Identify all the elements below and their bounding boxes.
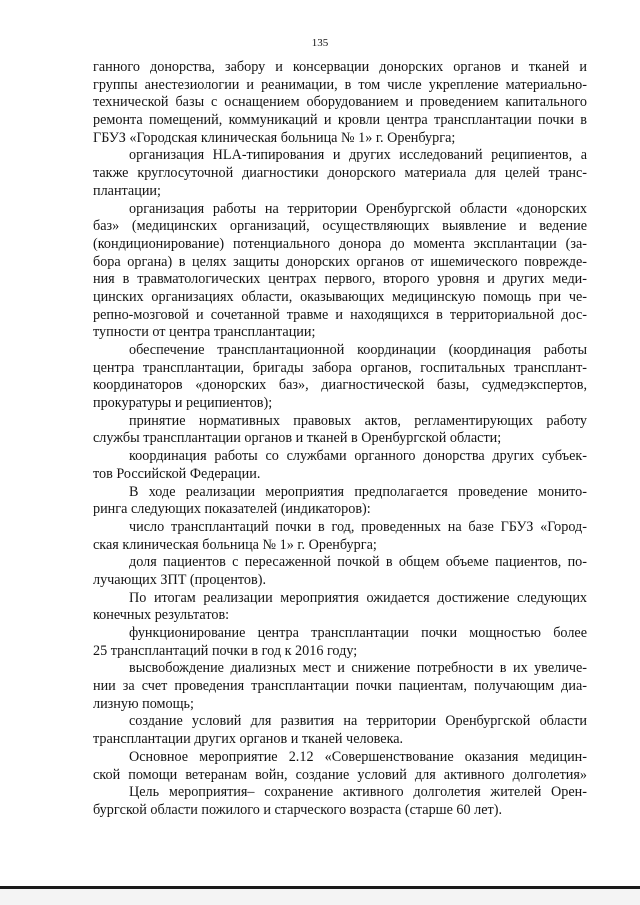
body-text [93,59,587,820]
text-line: координаторов «донорских баз», диагностической базы, судмедэкспертов, [93,377,587,394]
text-line: цинских организациях области, оказывающих медицинскую помощь при че- [93,288,587,305]
text-line: обеспечение трансплантационной координации (координация работы [129,342,587,358]
text-line: прокуратуры и реципиентов); [93,395,273,412]
text-line: ринга следующих показателей (индикаторов): [93,501,371,518]
text-line: функционирование центра трансплантации почки мощностью более [129,625,587,641]
text-line: высвобождение диализных мест и снижение потребности в их увеличе- [129,660,587,677]
text-line: лучающих ЗПТ (процентов). [93,571,266,588]
text-line: конечных результатов: [93,607,230,624]
text-line: тупности от центра трансплантации; [93,324,316,341]
page-number: 135 [311,37,329,49]
text-line: репно-мозговой и сочетанной травме и находящихся в территориальной дос- [93,306,587,323]
text-line: создание условий для развития на территории Оренбургской области [129,713,587,730]
text-line: трансплантации других органов и тканей человека. [93,731,404,748]
text-line: организация HLA-типирования и других исследований реципиентов, а [129,147,587,164]
text-line: доля пациентов с пересаженной почкой в общем объеме пациентов, по- [129,554,587,571]
text-line: организация работы на территории Оренбургской области «донорских [129,200,587,217]
text-line: ГБУЗ «Городская клиническая больница № 1» г. Оренбурга; [93,129,456,146]
text-line: По итогам реализации мероприятия ожидается достижение следующих [129,589,587,606]
text-line: (кондиционирование) потенциального донора до момента эксплантации (за- [93,235,587,252]
text-line: ремонта помещений, коммуникаций и кровли центра трансплантации почки в [93,112,587,129]
text-line: группы анестезиологии и реанимации, в том числе укрепление материально- [93,76,587,93]
scan-edge-strip [0,889,640,905]
text-line: координация работы со службами органного донорства других субъек- [129,448,587,465]
text-line: ской помощи ветеранам войн, создание условий для активного долголетия» [93,766,587,783]
text-line: Основное мероприятие 2.12 «Совершенствование оказания медицин- [129,748,587,765]
text-line: плантации; [93,182,161,199]
text-line: технической базы с оснащением оборудованием и проведением капитального [93,94,587,111]
text-line: бургской области пожилого и старческого возраста (старше 60 лет). [93,801,503,818]
text-line: число трансплантаций почки в год, проведенных на базе ГБУЗ «Город- [129,518,587,535]
text-line: также круглосуточной диагностики донорского материала для целей транс- [93,165,587,182]
text-line: баз» (медицинских организаций, осуществляющих выявление и ведение [93,218,587,235]
text-line: нии за счет проведения трансплантации почки пациентам, получающим диа- [93,678,587,695]
text-line: лизную помощь; [93,695,194,712]
text-line: ганного донорства, забору и консервации донорских органов и тканей и [93,59,587,75]
text-line: тов Российской Федерации. [93,465,261,482]
text-line: принятие нормативных правовых актов, регламентирующих работу [129,412,587,429]
text-line: В ходе реализации мероприятия предполагается проведение монито- [129,483,587,500]
text-line: ская клиническая больница № 1» г. Оренбурга; [93,536,377,553]
text-line: 25 трансплантаций почки в год к 2016 году; [93,642,358,659]
text-line: Цель мероприятия– сохранение активного долголетия жителей Орен- [129,784,587,801]
text-line: бора органа) в целях защиты донорских органов от ишемического поврежде- [93,253,587,270]
text-line: службы трансплантации органов и тканей в Оренбургской области; [93,430,502,447]
text-line: центра трансплантации, бригады забора органов, госпитальных трансплант- [93,359,587,376]
text-line: ния в травматологических центрах первого, второго уровня и других меди- [93,271,587,288]
